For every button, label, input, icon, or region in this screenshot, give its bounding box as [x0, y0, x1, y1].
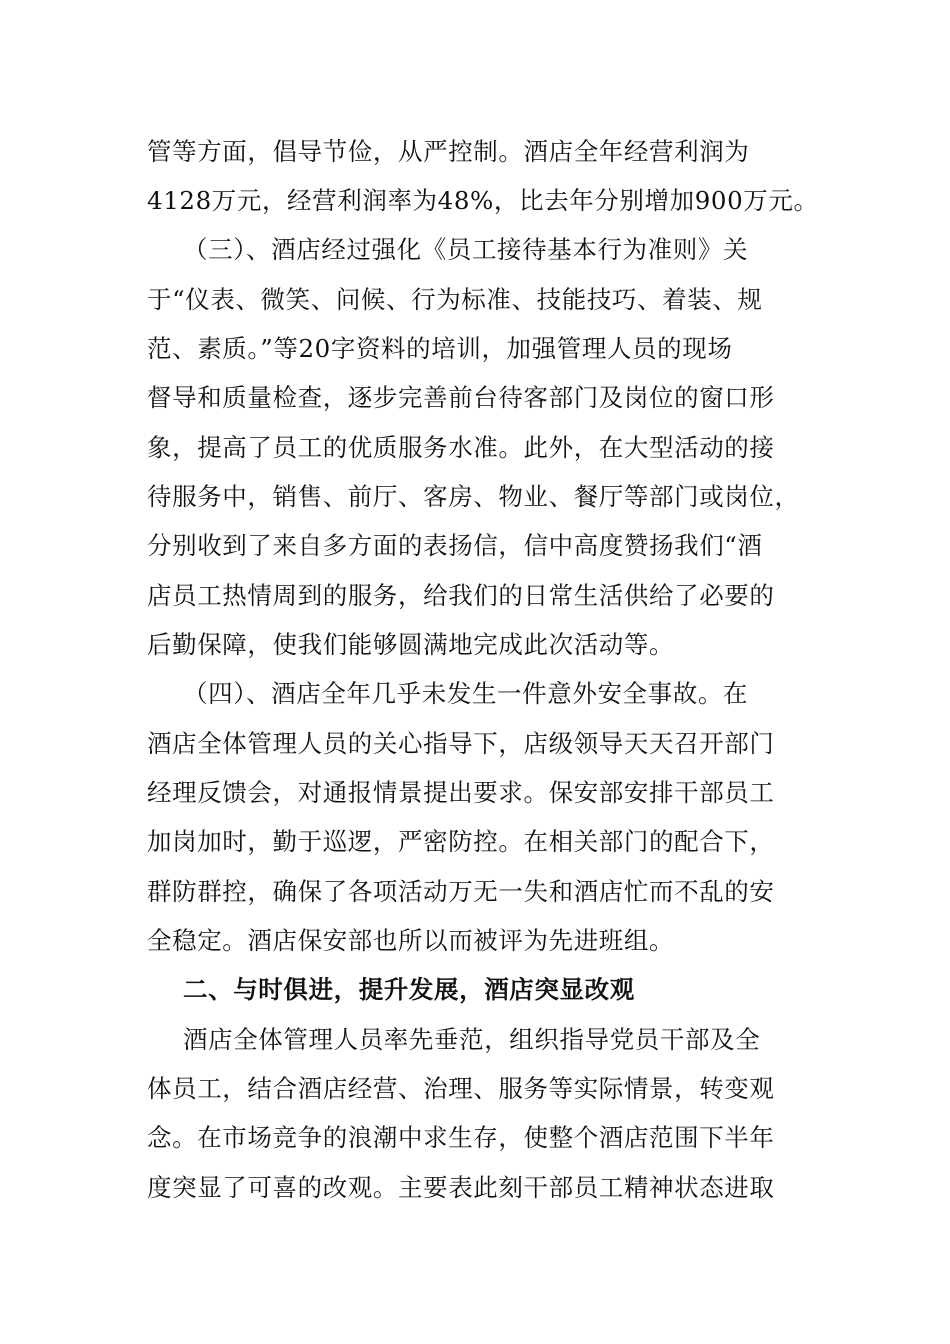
text-line: 体员工，结合酒店经营、治理、服务等实际情景，转变观 [147, 1074, 775, 1103]
text-line: 于“仪表、微笑、问候、行为标准、技能技巧、着装、规 [147, 285, 763, 314]
text-line: 酒店全体管理人员的关心指导下，店级领导天天召开部门 [147, 729, 775, 758]
text-line: 4128万元，经营利润率为48%，比去年分别增加900万元。 [147, 186, 819, 215]
paragraph-start-line: （四）、酒店全年几乎未发生一件意外安全事故。在 [183, 679, 749, 708]
text-line: 分别收到了来自多方面的表扬信，信中高度赞扬我们“酒 [147, 531, 763, 560]
text-line: 度突显了可喜的改观。主要表此刻干部员工精神状态进取 [147, 1173, 775, 1202]
text-line: 念。在市场竞争的浪潮中求生存，使整个酒店范围下半年 [147, 1123, 775, 1152]
text-line: 督导和质量检查，逐步完善前台待客部门及岗位的窗口形 [147, 383, 775, 412]
paragraph-start-line: （三）、酒店经过强化《员工接待基本行为准则》关 [183, 235, 749, 264]
text-line: 后勤保障，使我们能够圆满地完成此次活动等。 [147, 630, 675, 659]
text-line: 群防群控，确保了各项活动万无一失和酒店忙而不乱的安 [147, 877, 775, 906]
text-line: 象，提高了员工的优质服务水准。此外，在大型活动的接 [147, 433, 775, 462]
text-line: 待服务中，销售、前厅、客房、物业、餐厅等部门或岗位， [147, 482, 800, 511]
text-line: 管等方面，倡导节俭，从严控制。酒店全年经营利润为 [147, 137, 750, 166]
text-line: 经理反馈会，对通报情景提出要求。保安部安排干部员工 [147, 778, 775, 807]
text-line: 店员工热情周到的服务，给我们的日常生活供给了必要的 [147, 581, 775, 610]
section-heading: 二、与时俱进，提升发展，酒店突显改观 [183, 975, 635, 1004]
paragraph-start-line: 酒店全体管理人员率先垂范，组织指导党员干部及全 [183, 1025, 761, 1054]
text-line: 加岗加时，勤于巡逻，严密防控。在相关部门的配合下， [147, 827, 775, 856]
text-line: 范、素质。”等20字资料的培训，加强管理人员的现场 [147, 334, 733, 363]
text-line: 全稳定。酒店保安部也所以而被评为先进班组。 [147, 926, 675, 955]
